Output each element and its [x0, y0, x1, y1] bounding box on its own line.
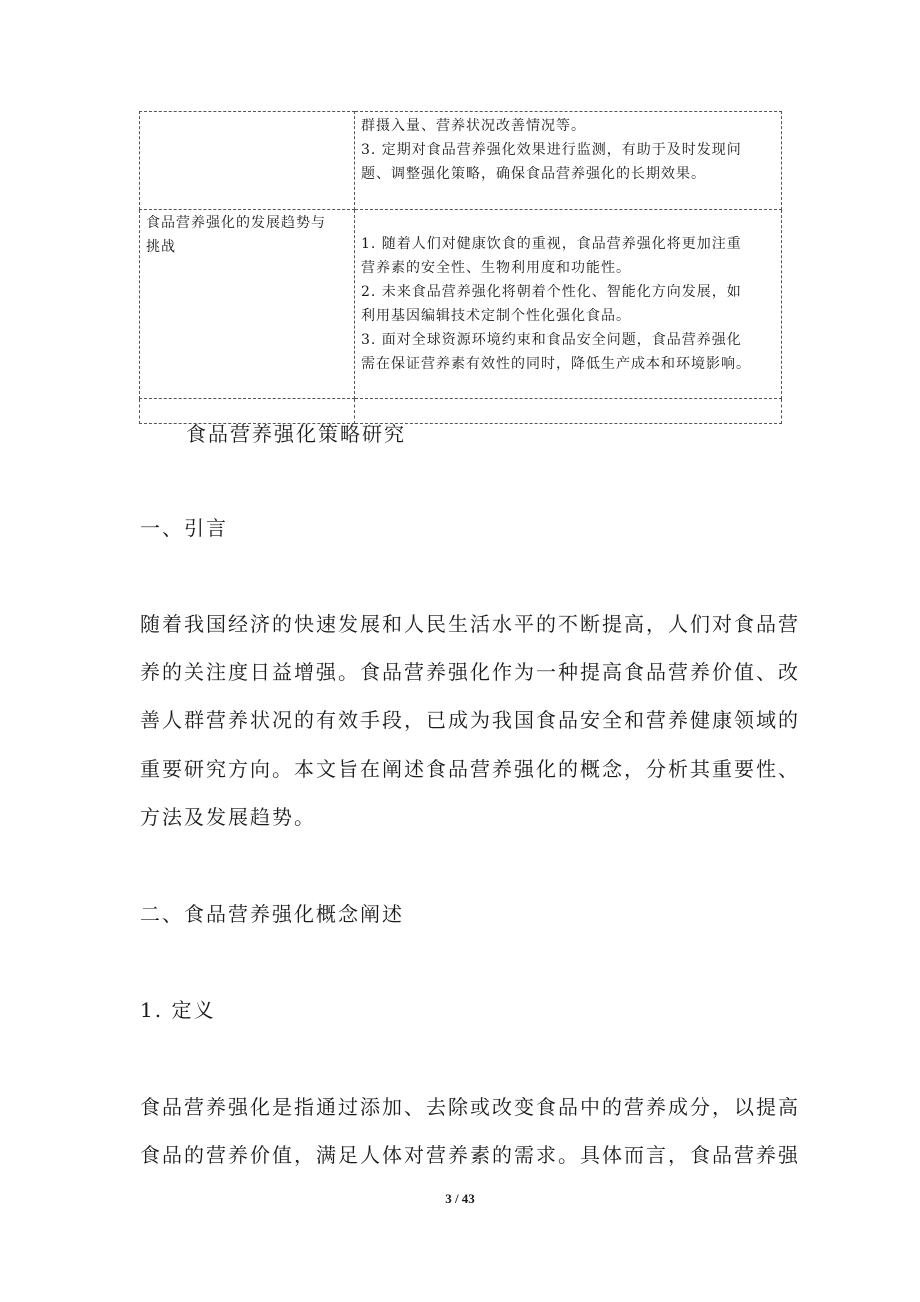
table-cell-line: 食品营养强化的发展趋势与 — [146, 215, 326, 231]
table-cell-line: 3. 面对全球资源环境约束和食品安全问题，食品营养强化 — [361, 332, 742, 348]
content-table — [139, 111, 782, 424]
table-cell-line: 1. 随着人们对健康饮食的重视，食品营养强化将更加注重 — [361, 236, 742, 252]
table-cell-line: 2. 未来食品营养强化将朝着个性化、智能化方向发展，如 — [361, 284, 742, 300]
table-cell-topic — [140, 112, 355, 210]
table-cell-content — [355, 112, 782, 210]
table-cell-line: 3. 定期对食品营养强化效果进行监测，有助于及时发现问 — [361, 142, 742, 158]
paragraph-line: 重要研究方向。本文旨在阐述食品营养强化的概念，分析其重要性、 — [140, 757, 800, 781]
paragraph-line: 食品营养强化是指通过添加、去除或改变食品中的营养成分，以提高 — [140, 1095, 800, 1119]
table-row — [140, 210, 782, 399]
table-row — [140, 112, 782, 210]
paragraph-line: 养的关注度日益增强。食品营养强化作为一种提高食品营养价值、改 — [140, 660, 800, 684]
table-cell-content — [355, 210, 782, 399]
paragraph-line: 善人群营养状况的有效手段，已成为我国食品安全和营养健康领域的 — [140, 708, 800, 732]
table-cell-line: 群摄入量、营养状况改善情况等。 — [361, 118, 586, 134]
table-cell-line: 题、调整强化策略，确保食品营养强化的长期效果。 — [361, 166, 706, 182]
subsection-heading-definition: 1. 定义 — [140, 998, 216, 1022]
paragraph-line: 方法及发展趋势。 — [140, 805, 316, 829]
section-heading-concept: 二、食品营养强化概念阐述 — [140, 902, 404, 926]
table-cell-line: 挑战 — [146, 239, 176, 255]
page-number: 3 / 43 — [445, 1191, 475, 1206]
section-heading-intro: 一、引言 — [140, 516, 228, 540]
table-cell-line: 利用基因编辑技术定制个性化强化食品。 — [361, 308, 631, 324]
paragraph-line: 食品的营养价值，满足人体对营养素的需求。具体而言，食品营养强 — [140, 1143, 800, 1167]
paragraph-line: 随着我国经济的快速发展和人民生活水平的不断提高，人们对食品营 — [140, 612, 800, 636]
table-cell-line: 需在保证营养素有效性的同时，降低生产成本和环境影响。 — [361, 356, 751, 372]
document-title: 食品营养强化策略研究 — [186, 422, 406, 446]
table-cell-topic — [140, 210, 355, 399]
table-cell-line: 营养素的安全性、生物利用度和功能性。 — [361, 260, 631, 276]
table-cell-empty — [355, 399, 782, 424]
